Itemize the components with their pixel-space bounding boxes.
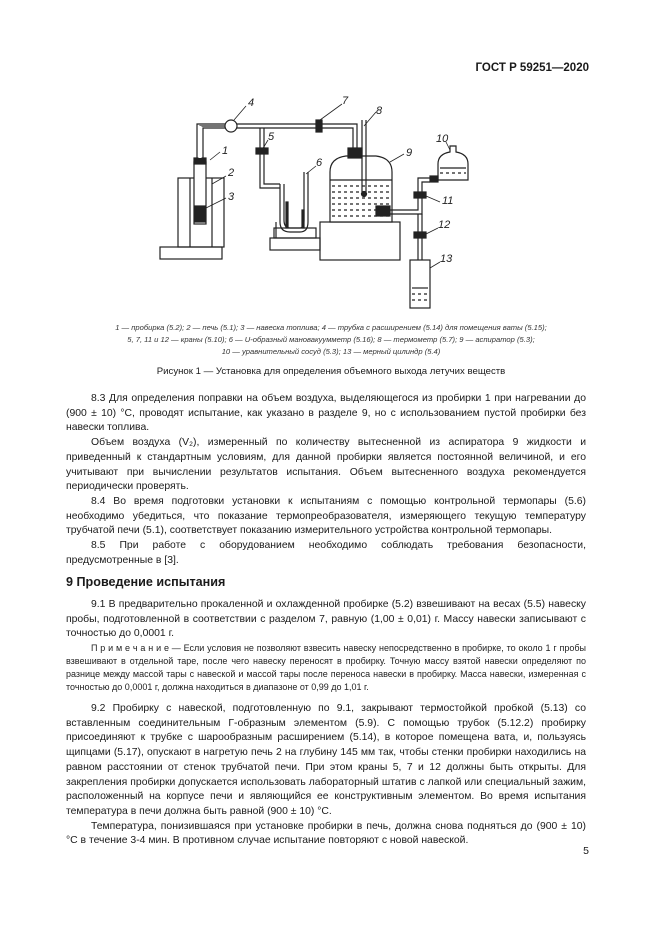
section-9-1 bbox=[66, 598, 586, 642]
figure-legend bbox=[66, 322, 596, 358]
legend-line: 10 — уравнительный сосуд (5.3); 13 — мерный цилиндр (5.4) bbox=[221, 347, 441, 356]
label-7: 7 bbox=[342, 95, 349, 107]
paragraph-9-2b: Температура, понизившаяся при установке пробирки в печь, должна снова подняться до (900 ± 10) °С в течение 3-4 мин. В противном случае испытание повторяют с новой навеской. bbox=[66, 820, 586, 847]
label-1: 1 bbox=[222, 145, 229, 157]
label-10: 10 bbox=[436, 133, 449, 145]
label-2: 2 bbox=[228, 167, 235, 179]
label-3: 3 bbox=[228, 191, 235, 203]
label-5: 5 bbox=[268, 131, 275, 143]
paragraph-9-1: 9.1 В предварительно прокаленной и охлажденной пробирке (5.2) взвешивают на весах (5.5) навеску пробы, подготовленной в соответствии с разделом 7, равную (1,00 ± 0,01) г. Массу навески записывают с точностью до 0,0001 г. bbox=[66, 599, 586, 640]
label-9: 9 bbox=[406, 147, 413, 159]
apparatus-diagram bbox=[150, 92, 510, 312]
label-8: 8 bbox=[376, 105, 383, 117]
label-13: 13 bbox=[440, 253, 453, 265]
note: П р и м е ч а н и е — Если условия не позволяют взвесить навеску непосредственно в пробирке, то около 1 г пробы взвешивают в отдельной таре, после чего навеску переносят в пробирку. Точную массу взятой навески определяют по разнице между массой тары с навеской и массой тары после переноса навески в пробирку. Масса навески, измеренная с точностью до 0,0001 г, должна находиться в диапазоне от 0,99 до 1,01 г. bbox=[66, 643, 586, 692]
legend-line: 1 — пробирка (5.2); 2 — печь (5.1); 3 — навеска топлива; 4 — трубка с расширением (5.14) для помещения ваты (5.15); bbox=[115, 323, 547, 332]
section-8-text bbox=[66, 392, 586, 568]
page-number: 5 bbox=[583, 845, 589, 857]
label-11: 11 bbox=[442, 195, 454, 207]
label-4: 4 bbox=[248, 97, 255, 109]
label-6: 6 bbox=[316, 157, 323, 169]
document-header: ГОСТ Р 59251—2020 bbox=[475, 62, 589, 74]
label-12: 12 bbox=[438, 219, 451, 231]
section-title: 9 Проведение испытания bbox=[66, 575, 226, 589]
paragraph-8-4: 8.4 Во время подготовки установки к испытаниям с помощью контрольной термопары (5.6) необходимо убедиться, что показание термопреобразователя, измеряющего текущую температуру трубчатой печи (5.1), соответствует показанию измерительного устройства контрольной термопары. bbox=[66, 495, 586, 537]
legend-line: 5, 7, 11 и 12 — краны (5.10); 6 — U-образный мановакуумметр (5.16); 8 — термометр (5.7); 9 — аспиратор (5.3); bbox=[127, 335, 535, 344]
paragraph-9-2: 9.2 Пробирку с навеской, подготовленную по 9.1, закрывают термостойкой пробкой (5.13) со вставленным соединительным Г-образным элементом (5.9). С помощью трубок (5.12.2) пробирку присоединяют к трубке с шарообразным расширением (5.14), в которое помещена вата, и, пользуясь щипцами (5.17), опускают в нагретую печь 2 на глубину 145 мм так, чтобы стенки пробирки находились на равном расстоянии от стенок трубчатой печи. При этом краны 5, 7 и 12 должны быть открыты. Для закрепления пробирки допускается использовать лабораторный штатив с лапкой или специальный зажим, расположенный на корпусе печи и являющийся ее конструктивным элементом. Во время испытания температура в печи должна быть равной (900 ± 10) °С. bbox=[66, 703, 586, 817]
paragraph-8-3: 8.3 Для определения поправки на объем воздуха, выделяющегося из пробирки 1 при нагревании до (900 ± 10) °С, проводят испытание, как указано в разделе 9, но с использованием пустой пробирки без навески топлива. bbox=[66, 393, 586, 434]
paragraph-8-3b: Объем воздуха (V₂), измеренный по количеству вытесненной из аспиратора 9 жидкости и приведенный к стандартным условиям, для данной пробирки является постоянной величиной, и его учитывают при вычислении результатов испытания. Объем вытесненного воздуха рекомендуется периодически проверять. bbox=[66, 437, 586, 493]
paragraph-8-5: 8.5 При работе с оборудованием необходимо соблюдать требования безопасности, предусмотренные в [3]. bbox=[66, 540, 586, 566]
section-9-2 bbox=[66, 702, 586, 849]
figure-caption: Рисунок 1 — Установка для определения объемного выхода летучих веществ bbox=[156, 366, 506, 377]
